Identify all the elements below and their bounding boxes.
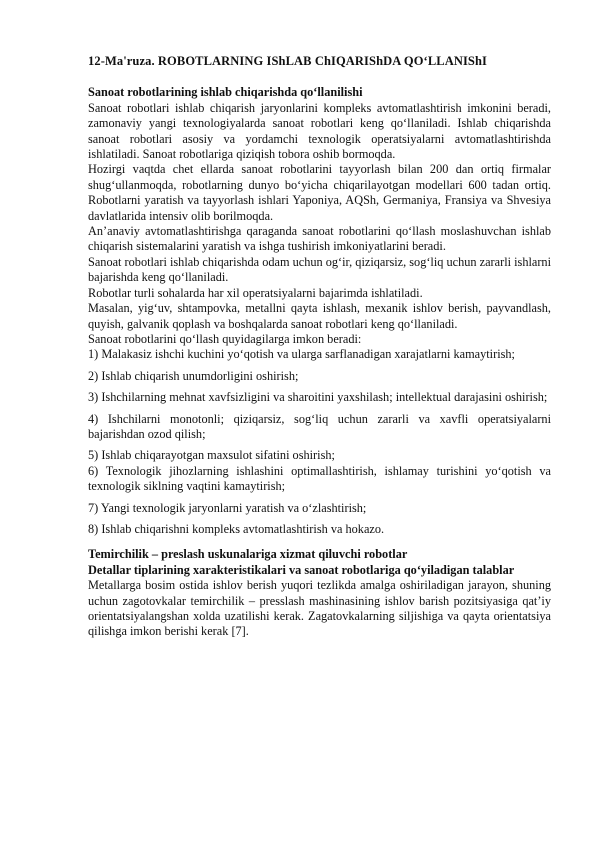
paragraph: Robotlar turli sohalarda har xil operatsiyalarni bajarimda ishlatiladi. [88, 285, 423, 300]
list-item: 8) Ishlab chiqarishni kompleks avtomatlashtirish va hokazo. [88, 521, 385, 536]
section-heading: Sanoat robotlarining ishlab chiqarishda qo‘llanilishi [88, 85, 363, 100]
paragraph: Metallarga bosim ostida ishlov berish yuqori tezlikda amalga oshiriladigan jarayon, shuning uchun zagotovkalar temirchilik – presslash mashinasining ishlov barish pozitsiyasiga qat’iy orientatsiyalangshan xolda uzatilishi kerak. Zagatovkalarning siljishiga va qayta orientatsiya qilishga imkon berishi kerak [7]. [88, 578, 551, 639]
paragraph: Sanoat robotlari ishlab chiqarishda odam uchun og‘ir, qiziqarsiz, sog‘liq uchun zararli ishlarni bajarishda keng qo‘llaniladi. [88, 254, 551, 285]
list-item: 4) Ishchilarni monotonli; qiziqarsiz, sog‘liq uchun zararli va xavfli operatsiyalarni bajarishdan ozod qilish; [88, 411, 551, 441]
paragraph: Sanoat robotlari ishlab chiqarish jaryonlarini kompleks avtomatlashtirish imkonini beradi, zamonaviy yangi texnologiyalarda sanoat robotlari keng qo‘llaniladi. Ishlab chiqarishda sanoat robotlari asosiy va yordamchi texnologik operatsiyalarni avtomatlashtirishda ishlatiladi. Sanoat robotlariga qiziqish tobora oshib bormoqda. [88, 100, 551, 162]
list-item: 7) Yangi texnologik jaryonlarni yaratish va o‘zlashtirish; [88, 500, 367, 515]
list-item: 2) Ishlab chiqarish unumdorligini oshirish; [88, 368, 299, 383]
list-item: 1) Malakasiz ishchi kuchini yo‘qotish va ularga sarflanadigan xarajatlarni kamaytirish; [88, 347, 515, 362]
document-page [88, 54, 551, 640]
paragraph: An’anaviy avtomatlashtirishga qaraganda sanoat robotlarini qo‘llash moslashuvchan ishlab chiqarish sistemalarini yaratish va ishga tushirish imkoniyatlarini beradi. [88, 224, 551, 254]
list-item: 6) Texnologik jihozlarning ishlashini optimallashtirish, ishlamay turishini yo‘qotish va texnologik siklning vaqtini kamaytirish; [88, 463, 551, 494]
paragraph: Sanoat robotlarini qo‘llash quyidagilarga imkon beradi: [88, 331, 362, 346]
paragraph: Masalan, yig‘uv, shtampovka, metallni qayta ishlash, mexanik ishlov berish, payvandlash, quyish, galvanik qoplash va boshqalarda sanoat robotlari keng qo‘llaniladi. [88, 301, 551, 331]
section-subheading: Detallar tiplarining xarakteristikalari va sanoat robotlariga qo‘yiladigan talablar [88, 562, 515, 577]
list-item: 3) Ishchilarning mehnat xavfsizligini va sharoitini yaxshilash; intellektual darajasini oshirish; [88, 390, 548, 405]
paragraph: Hozirgi vaqtda chet ellarda sanoat robotlarini tayyorlash bilan 200 dan ortiq firmalar shug‘ullanmoqda, robotlarning dunyo bo‘yicha chiqarilayotgan modellari 600 tadan ortiq. Robotlarni yaratish va tayyorlash ishlari Yaponiya, AQSh, Germaniya, Fransiya va Shvesiya davlatlarida intensiv olib borilmoqda. [88, 162, 551, 223]
section-heading: Temirchilik – preslash uskunalariga xizmat qiluvchi robotlar [88, 547, 408, 562]
list-item: 5) Ishlab chiqarayotgan maxsulot sifatini oshirish; [88, 448, 335, 463]
lecture-title: 12-Ma'ruza. ROBOTLARNING IShLAB ChIQARIShDA QO‘LLANIShI [88, 54, 487, 68]
